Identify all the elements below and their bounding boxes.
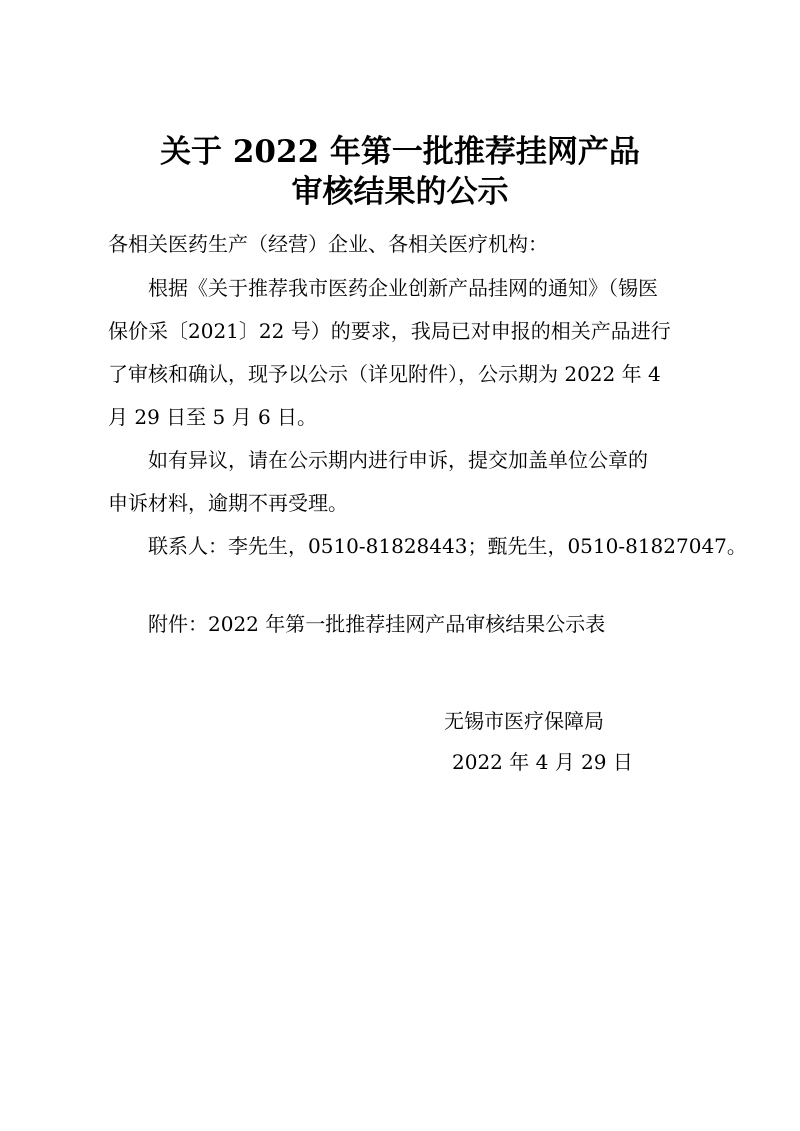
paragraph-1-line-4: 月 29 日至 5 月 6 日。 (108, 405, 318, 429)
paragraph-2-line-1: 如有异议，请在公示期内进行申诉，提交加盖单位公章的 (148, 448, 648, 472)
paragraph-1-line-1: 根据《关于推荐我市医药企业创新产品挂网的通知》（锡医 (148, 276, 658, 300)
attachment-note: 附件：2022 年第一批推荐挂网产品审核结果公示表 (148, 612, 606, 636)
issue-date: 2022 年 4 月 29 日 (452, 750, 633, 774)
issuer-name: 无锡市医疗保障局 (444, 709, 604, 733)
salutation: 各相关医药生产（经营）企业、各相关医疗机构： (108, 232, 548, 256)
contact-info: 联系人：李先生，0510-81828443；甄先生，0510-81827047。 (148, 534, 747, 558)
paragraph-1-line-2: 保价采〔2021〕22 号）的要求，我局已对申报的相关产品进行 (108, 319, 671, 343)
document-title-line-2: 审核结果的公示 (291, 174, 509, 210)
paragraph-1-line-3: 了审核和确认，现予以公示（详见附件），公示期为 2022 年 4 (108, 362, 661, 386)
document-title-line-1: 关于 2022 年第一批推荐挂网产品 (160, 134, 640, 170)
paragraph-2-line-2: 申诉材料，逾期不再受理。 (108, 491, 348, 515)
